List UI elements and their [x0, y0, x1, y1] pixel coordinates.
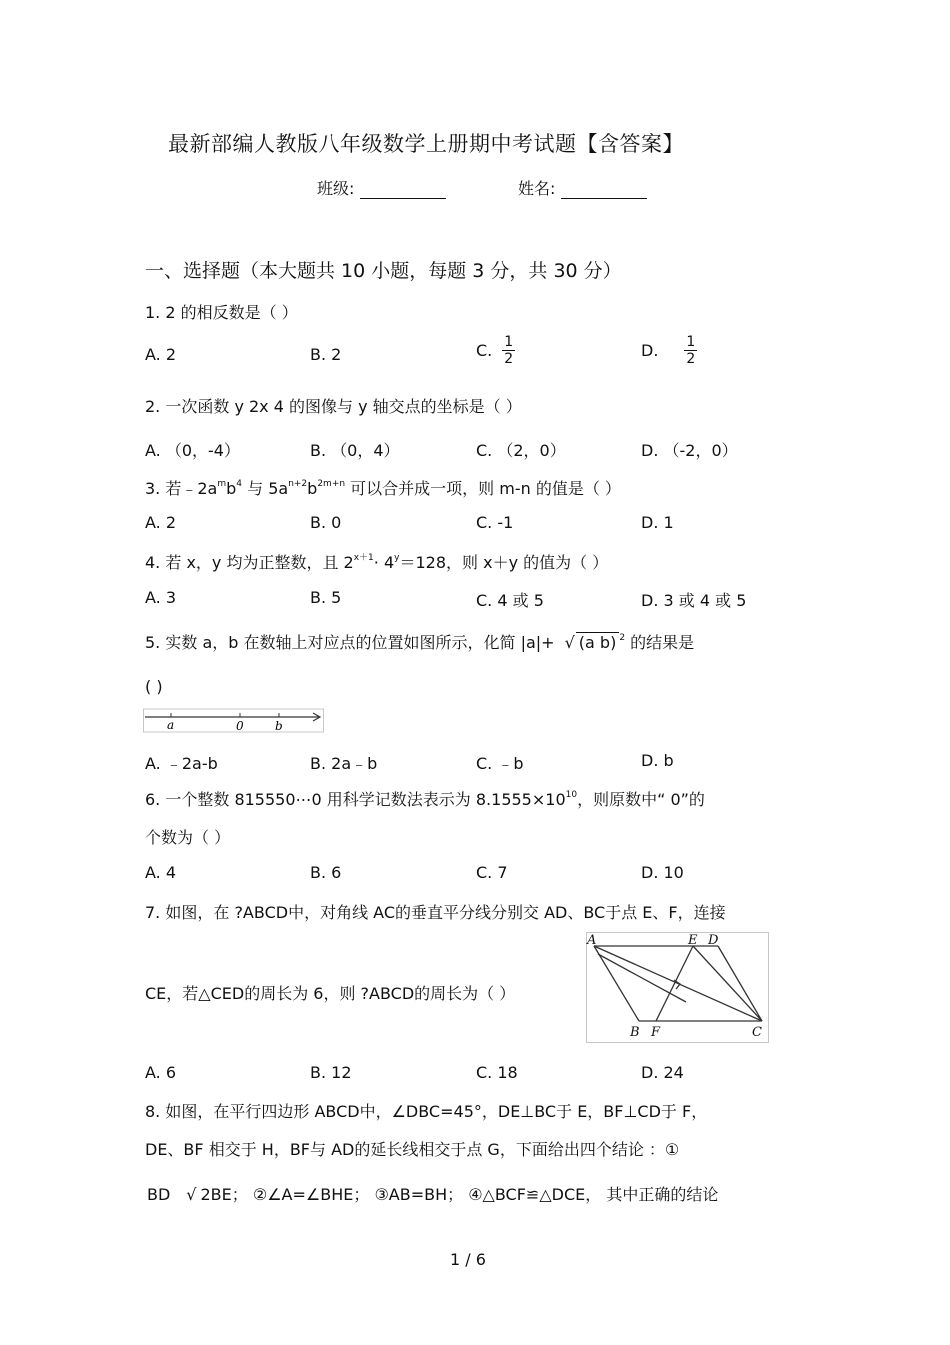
- label-d: D: [708, 933, 719, 948]
- question-7-cont: CE，若△CED的周长为 6，则 ?ABCD的周长为（ ）: [145, 984, 516, 1003]
- name-blank: [561, 182, 647, 199]
- q1-option-b: B. 2: [310, 345, 342, 364]
- q7-option-b: B. 12: [310, 1063, 352, 1082]
- q5-option-c: C. ﹣b: [476, 754, 524, 773]
- axis-label-b: b: [275, 719, 283, 733]
- side-dc: [718, 946, 762, 1021]
- q3-option-b: B. 0: [310, 513, 342, 532]
- q5-option-d: D. b: [641, 751, 674, 770]
- page-number: 1 / 6: [450, 1250, 486, 1269]
- question-5: 5. 实数 a，b 在数轴上对应点的位置如图所示，化简 |a|+ √ (a b) $^2$ 的结果是: [145, 633, 695, 652]
- label-e: E: [688, 933, 698, 948]
- question-1: 1. 2 的相反数是（ ）: [145, 303, 298, 322]
- q2-option-c: C. （2，0）: [476, 441, 566, 460]
- question-6-cont: 个数为（ ）: [145, 828, 231, 847]
- q6-option-a: A. 4: [145, 863, 177, 882]
- q4-option-a: A. 3: [145, 588, 177, 607]
- question-8: 8. 如图，在平行四边形 ABCD中，∠DBC=45°，DE⊥BC于 E，BF⊥CD于 F，: [145, 1102, 708, 1121]
- label-a: A: [587, 933, 597, 948]
- number-line-figure: [143, 706, 325, 736]
- q1-c-numerator: 1: [504, 334, 514, 350]
- segment-ef: [656, 946, 693, 1021]
- class-blank: [360, 182, 446, 199]
- question-8-cont2: BD √ 2BE； ②∠A=∠BHE； ③AB=BH； ④△BCF≌△DCE， 其中正确的结论: [147, 1185, 719, 1204]
- q1-option-a: A. 2: [145, 345, 177, 364]
- q5-paren: ( ): [145, 677, 163, 696]
- section-heading: 一、选择题（本大题共 10 小题，每题 3 分，共 30 分）: [145, 260, 622, 282]
- q6-option-c: C. 7: [476, 863, 508, 882]
- diagonal-ac: [594, 946, 762, 1021]
- question-7: 7. 如图，在 ?ABCD中，对角线 AC的垂直平分线分别交 AD、BC于点 E、F，连接: [145, 903, 726, 922]
- question-3: 3. 若$﹣2a^mb^4$ 与 $5a^{n+2}b^{2m+n}$ 可以合并成一项，则 m-n 的值是（ ）: [145, 479, 621, 498]
- question-2: 2. 一次函数 y 2x 4 的图像与 y 轴交点的坐标是（ ）: [145, 397, 522, 416]
- q4-option-c: C. 4 或 5: [476, 591, 544, 610]
- q1-d-denominator: 2: [686, 351, 696, 367]
- axis-label-zero: 0: [236, 719, 244, 733]
- class-label: 班级:: [317, 179, 355, 198]
- name-field: [518, 176, 647, 199]
- question-4: 4. 若 x，y 均为正整数，且 $2^{x+1}\cdot 4^y=128$，则 x＋y 的值为（ ）: [145, 553, 609, 572]
- q1-option-c: C. $\frac{1}{2}$: [476, 334, 514, 367]
- q3-option-a: A. 2: [145, 513, 177, 532]
- q1-option-d: D. $\frac{1}{2}$: [641, 334, 696, 367]
- q7-option-a: A. 6: [145, 1063, 177, 1082]
- right-angle-mark: [674, 980, 680, 989]
- q2-option-a: A. （0，-4）: [145, 441, 240, 460]
- axis-label-a: a: [167, 718, 175, 732]
- q5-radical: (a b): [576, 632, 620, 652]
- class-field: [317, 176, 446, 199]
- q5-option-a: A. ﹣2a-b: [145, 754, 218, 773]
- q6-option-b: B. 6: [310, 863, 342, 882]
- q6-option-d: D. 10: [641, 863, 684, 882]
- q1-d-numerator: 1: [686, 334, 696, 350]
- parallelogram-figure: [586, 932, 770, 1044]
- extra-segment: [598, 954, 686, 1002]
- label-f: F: [651, 1025, 661, 1040]
- label-b: B: [630, 1025, 640, 1040]
- segment-ce: [693, 946, 762, 1021]
- side-ab: [594, 946, 639, 1021]
- q7-option-d: D. 24: [641, 1063, 684, 1082]
- q4-option-b: B. 5: [310, 588, 342, 607]
- q3-option-d: D. 1: [641, 513, 674, 532]
- question-6: 6. 一个整数 815550⋯0 用科学记数法表示为 $8.1555\times 10^{10}$，则原数中“ 0”的: [145, 790, 705, 809]
- question-8-cont: DE、BF 相交于 H，BF与 AD的延长线相交于点 G，下面给出四个结论 ：①: [145, 1140, 680, 1159]
- q4-option-d: D. 3 或 4 或 5: [641, 591, 747, 610]
- page-title: 最新部编人教版八年级数学上册期中考试题【含答案】: [168, 132, 684, 156]
- q5-option-b: B. 2a﹣b: [310, 754, 378, 773]
- q2-option-b: B. （0，4）: [310, 441, 400, 460]
- q7-option-c: C. 18: [476, 1063, 518, 1082]
- name-label: 姓名:: [518, 179, 556, 198]
- q2-option-d: D. （-2，0）: [641, 441, 738, 460]
- label-c: C: [752, 1025, 762, 1040]
- q1-c-denominator: 2: [504, 351, 514, 367]
- q3-option-c: C. -1: [476, 513, 514, 532]
